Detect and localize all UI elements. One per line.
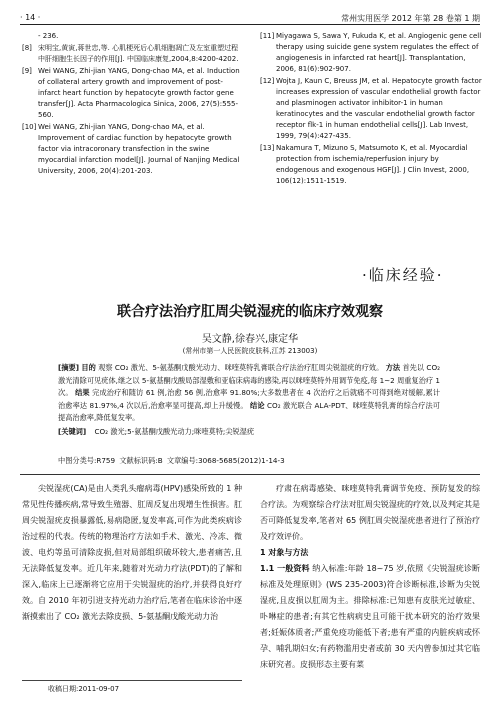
header-divider bbox=[20, 24, 480, 25]
section-label: ·临床经验· bbox=[362, 266, 444, 284]
reference-number: [9] bbox=[22, 67, 32, 75]
article-title: 联合疗法治疗肛周尖锐湿疣的临床疗效观察 bbox=[117, 304, 383, 320]
keywords-text: CO₂ 激光;5-氨基酮戊酸光动力;咪喹莫特;尖锐湿疣 bbox=[94, 427, 255, 436]
abstract-method-label: 方法 bbox=[385, 363, 401, 372]
classification-line: 中图分类号:R759 文献标识码:B 文章编号:3068-5685(2012)1-14-3 bbox=[58, 456, 285, 465]
reference-item bbox=[260, 143, 482, 187]
abstract-conclusion-label: 结论 bbox=[250, 400, 265, 410]
keywords bbox=[58, 427, 440, 437]
abstract-result-label: 结果 bbox=[75, 388, 90, 398]
reference-text: Nakamura T, Mizuno S, Matsumoto K, et al. Myocardial protection from ischemia/reperfusion injury by endogenous and exogenous HGF[J]. J Clin Invest, 2000, 106(12):1511-1519. bbox=[276, 144, 470, 185]
subsection-heading: 1.1 一般资料 bbox=[260, 564, 310, 573]
reference-number: [13] bbox=[260, 144, 275, 152]
abstract-objective-text: 观察 CO₂ 激光、5-氨基酮戊酸光动力、咪喹莫特乳膏联合疗法治疗肛周尖锐湿疣的疗效。 bbox=[98, 363, 384, 372]
received-date bbox=[22, 680, 242, 694]
reference-item bbox=[260, 76, 482, 142]
references-left-column bbox=[22, 31, 244, 178]
abstract-result-text: 完成治疗和随访 61 例,治愈 56 例,治愈率 91.80%;大多数患者在 4 次治疗之后就痛不可得到绝对缓解,累计治愈率达 81.97%,4 次以后,治愈率显可提高,却上升缓慢。 bbox=[58, 388, 440, 410]
reference-text: Wojta J, Kaun C, Breuss JM, et al. Hepatocyte growth factor increases expression of vascular endothelial growth factor and plasminogen activator inhibitor-1 in human keratinocytes and the vascular endothelial growth factor receptor flk-1 in human endothelial cells[J]. Lab Invest, 1999, 79(4):427-435. bbox=[276, 77, 482, 140]
references-right-column bbox=[260, 31, 482, 188]
reference-number: [11] bbox=[260, 32, 275, 40]
abstract-label: [摘要] bbox=[58, 363, 80, 372]
abstract bbox=[58, 362, 440, 425]
page-number: · 14 · bbox=[20, 13, 41, 22]
abstract-objective-label: 目的 bbox=[81, 363, 96, 372]
received-date-text: 收稿日期:2011-09-07 bbox=[48, 685, 120, 693]
reference-number: [12] bbox=[260, 77, 275, 85]
keywords-label: [关键词] bbox=[58, 427, 87, 436]
body-left-column bbox=[22, 481, 242, 625]
journal-title: 常州实用医学 2012 年第 28 卷第 1 期 bbox=[341, 14, 480, 23]
body-divider bbox=[20, 474, 480, 475]
reference-number bbox=[22, 31, 38, 42]
reference-item bbox=[260, 31, 482, 75]
reference-item bbox=[22, 66, 244, 121]
reference-text: Wei WANG, Zhi-jian YANG, Dong-chao MA, et al. Improvement of cardiac function by hepatocyte growth factor via intracoronary transfection in the swine myocardial infarction model[J]. Journal of Nanjing Medical University, 2006, 20(4):201-203. bbox=[38, 123, 240, 175]
reference-item bbox=[22, 43, 244, 65]
subsection-text: 纳入标准:年龄 18~75 岁,依照《尖锐湿疣诊断标准及处理原则》(WS 235-2003)符合诊断标准,诊断为尖锐湿疣,且皮损以肛周为主。排除标准:已知患有皮肤光过敏症、卟啉症的患者;有其它性病病史且可能干扰本研究的治疗效果者;妊娠体质者;严重免疫功能低下者;患有严重的内脏疾病或怀孕、哺乳期妇女;有药物滥用史者或前 30 天内曾参加过其它临床研究者。皮损形态主要有菜 bbox=[260, 564, 480, 669]
subsection-paragraph bbox=[260, 561, 480, 673]
reference-text: Miyagawa S, Sawa Y, Fukuda K, et al. Angiogenic gene cell therapy using suicide gene system regulates the effect of angiogenesis in infarcted rat heart[J]. Transplantation, 2006, 81(6):902-907. bbox=[276, 32, 482, 73]
abstract-conclusion-text: CO₂ 激光联合 ALA-PDT、咪喹莫特乳膏的综合疗法可提高治愈率,降低复发率。 bbox=[58, 400, 440, 423]
reference-number: [8] bbox=[22, 44, 32, 52]
body-paragraph: 疗肃在病毒感染、咪喹莫特乳膏调节免疫、预防复发的综合疗法。为观察综合疗法对肛周尖锐湿疣的疗效,以及判定其是否可降低复发率,笔者对 65 例肛周尖锐湿疣患者进行了预治疗及疗效评价。 bbox=[260, 484, 480, 541]
body-right-column bbox=[260, 481, 480, 673]
reference-text: Wei WANG, Zhi-jian YANG, Dong-chao MA, et al. Induction of collateral artery growth and improvement of post-infarct heart function by hepatocyte growth factor gene transfer[J]. Acta Pharmacologica Sinica, 2006, 27(5):555-560. bbox=[38, 67, 240, 119]
abstract-method-text: 首先以 CO₂ 激光清除可见疣体,继之以 5-氨基酮戊酸局部湿敷和亚临床病毒的感染,再以咪喹莫特外用调节免疫,每 1~2 周重复治疗 1 次。 bbox=[58, 363, 440, 398]
reference-text: - 236. bbox=[38, 32, 59, 40]
article-authors: 吴文静,徐春兴,康定华 bbox=[201, 334, 299, 345]
reference-number: [10] bbox=[22, 123, 37, 131]
section-heading: 1 对象与方法 bbox=[260, 548, 309, 557]
reference-item bbox=[22, 31, 244, 42]
body-paragraph: 尖锐湿疣(CA)是由人类乳头瘤病毒(HPV)感染所致的 1 种常见性传播疾病,常导致生殖器、肛周反复出现增生性损害。肛周尖锐湿疣皮损暴露低,易病隐匿,复发率高,可作为此类疾病诊治过程的代表。传统的物理治疗方法如手术、激光、冷冻、微波、电灼等虽可清除皮损,但对局部组织破坏较大,患者痛苦,且无法降低复发率。近几年来,随着对光动力疗法(PDT)的了解和深入,临床上已逐渐将它应用于尖锐湿疣的治疗,并获得良好疗效。自 2010 年初引进支持光动力治疗后,笔者在临床诊治中逐渐摸索出了 CO₂ 激光去除皮损、5-氨基酮戊酸光动力治 bbox=[22, 484, 242, 621]
reference-item bbox=[22, 122, 244, 177]
reference-text: 宋明宝,黄寅,蒋世忠,等. 心肌梗死后心肌细胞凋亡及左室重塑过程中肝细胞生长因子的作用[J]. 中国临床康复,2004,8:4200-4202. bbox=[38, 44, 239, 63]
article-affiliation: (常州市第一人民医院皮肤科,江苏 213003) bbox=[182, 347, 318, 355]
